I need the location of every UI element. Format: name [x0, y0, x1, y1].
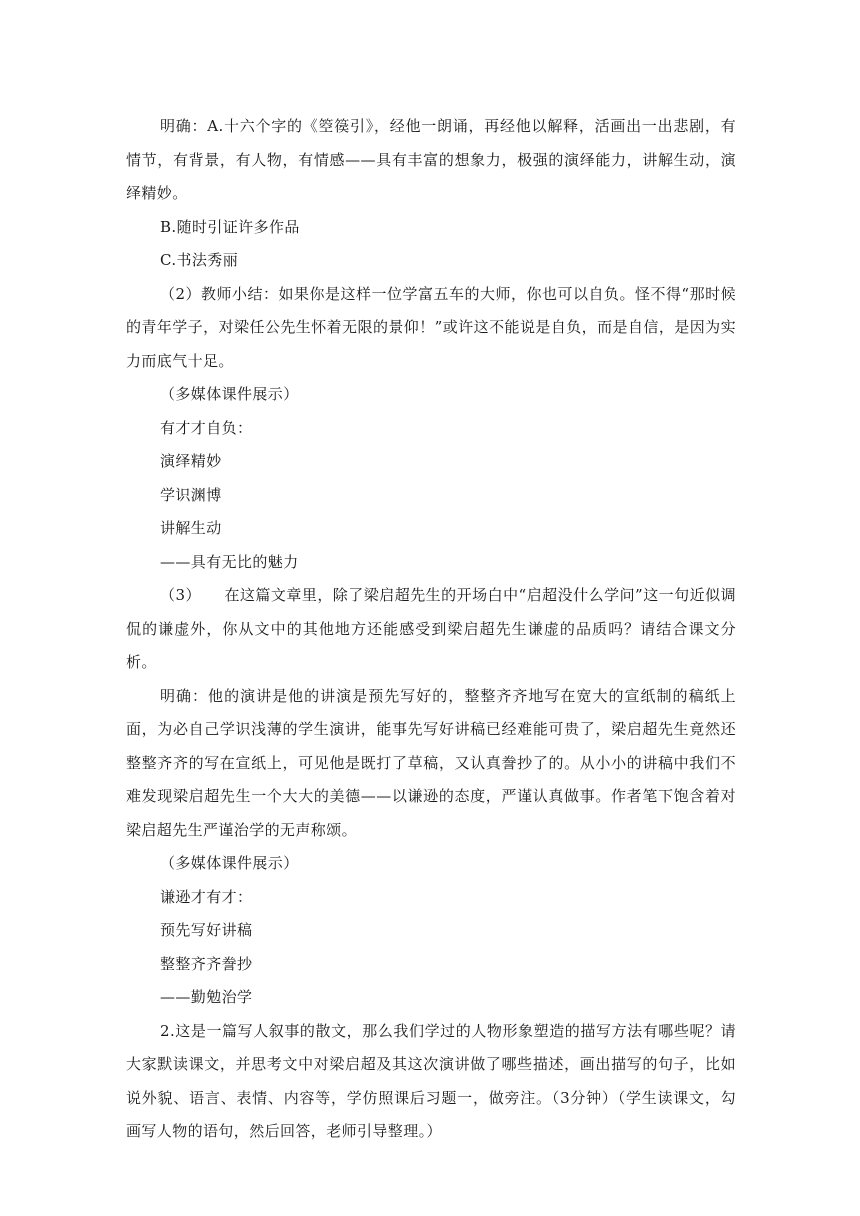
paragraph-multimedia-note-1: （多媒体课件展示） [160, 385, 299, 403]
paragraph-multimedia-note-2: （多媒体课件展示） [160, 854, 299, 872]
paragraph-list-conclusion-2: ——勤勉治学 [160, 988, 253, 1006]
paragraph-list-conclusion-1: ——具有无比的魅力 [160, 552, 299, 571]
paragraph-list-item: 整整齐齐誊抄 [160, 954, 253, 973]
paragraph-list-item: 讲解生动 [160, 519, 222, 537]
paragraph-list-item: 演绎精妙 [160, 452, 222, 470]
paragraph-list-item: 学识渊博 [160, 485, 222, 504]
paragraph-answer-a: 明确：A.十六个字的《箜篌引》，经他一朗诵，再经他以解释，活画出一出悲剧，有情节，有背景，有人物，有情感——具有丰富的想象力，极强的演绎能力，讲解生动，演绎精妙。 [126, 117, 736, 202]
paragraph-list-heading-2: 谦逊才有才： [160, 887, 253, 906]
paragraph-answer-b: B.随时引证许多作品 [160, 217, 300, 236]
paragraph-teacher-summary: （2）教师小结：如果你是这样一位学富五车的大师，你也可以自负。怪不得“那时候的青年学子，对梁任公先生怀着无限的景仰！”或许这不能说是自负，而是自信，是因为实力而底气十足。 [126, 284, 736, 370]
document-body [126, 110, 736, 1149]
paragraph-list-item: 预先写好讲稿 [160, 921, 253, 939]
paragraph-answer-c: C.书法秀丽 [160, 251, 239, 269]
paragraph-question-3: （3） 在这篇文章里，除了梁启超先生的开场白中“启超没什么学问”这一句近似调侃的谦虚外，你从文中的其他地方还能感受到梁启超先生谦虚的品质吗？请结合课文分析。 [126, 586, 736, 671]
paragraph-answer-explanation: 明确：他的演讲是他的讲演是预先写好的，整整齐齐地写在宽大的宣纸制的稿纸上面，为必自己学识浅薄的学生演讲，能事先写好讲稿已经难能可贵了，梁启超先生竟然还整整齐齐的写在宣纸上，可见他是既打了草稿，又认真誊抄了的。从小小的讲稿中我们不难发现梁启超先生一个大大的美德——以谦逊的态度，严谨认真做事。作者笔下饱含着对梁启超先生严谨治学的无声称颂。 [126, 686, 736, 839]
paragraph-task-2: 2.这是一篇写人叙事的散文，那么我们学过的人物形象塑造的描写方法有哪些呢？请大家默读课文，并思考文中对梁启超及其这次演讲做了哪些描述，画出描写的句子，比如说外貌、语言、表情、内容等，学仿照课后习题一，做旁注。（3分钟）（学生读课文，勾画写人物的语句，然后回答，老师引导整理。） [126, 1021, 736, 1140]
paragraph-list-heading-1: 有才才自负： [160, 418, 253, 437]
